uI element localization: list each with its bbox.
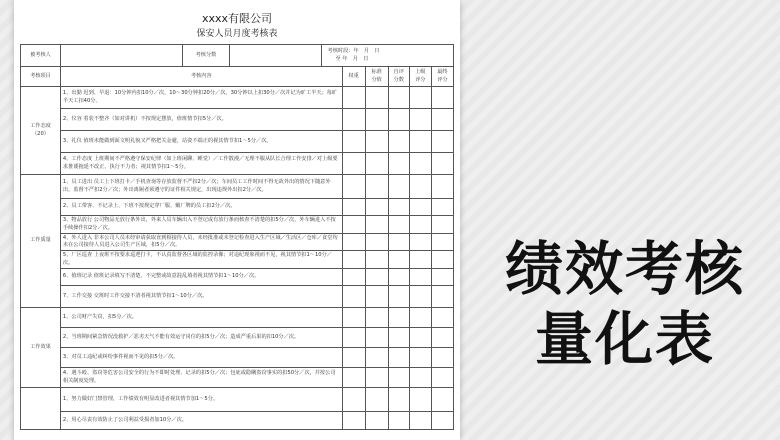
item-text: 2、当班期间紧急情况没救护／恶劣天气不能有效运守岗位的扣5分／次；造成严重后果的扣10分／次。: [60, 328, 342, 348]
superior-score-cell[interactable]: [409, 286, 431, 308]
standard-score-cell[interactable]: [365, 388, 388, 412]
table-row: [21, 348, 454, 368]
score-value[interactable]: [230, 45, 321, 67]
section-sub-text: （20）: [31, 130, 49, 137]
item-text: 3、礼仪 值班未能做到面文明礼貌又严格把关金避，站姿不端正的视其情节扣1～5分／次。: [60, 131, 342, 153]
table-row: [21, 234, 454, 251]
final-score-cell[interactable]: [431, 412, 453, 430]
section-label: [21, 87, 61, 175]
weight-cell[interactable]: [342, 368, 365, 388]
self-score-cell[interactable]: [388, 388, 409, 412]
table-row: [21, 216, 454, 234]
final-score-cell[interactable]: [431, 153, 453, 175]
self-score-cell[interactable]: [388, 234, 409, 251]
superior-score-cell[interactable]: [409, 269, 431, 286]
table-row: [21, 388, 454, 412]
superior-score-cell[interactable]: [409, 109, 431, 131]
table-row: [21, 286, 454, 308]
self-score-cell[interactable]: [388, 216, 409, 234]
section-label-text: 工作效果: [30, 343, 51, 350]
weight-cell[interactable]: [342, 388, 365, 412]
col-category: 考核项目: [21, 67, 61, 87]
item-text: 6、值班记录 值班记录填写不清楚、不完整或故意混乱填者视其情节扣1～10分／次。: [60, 269, 342, 286]
superior-score-cell[interactable]: [409, 328, 431, 348]
self-score-cell[interactable]: [388, 308, 409, 328]
section-label: [21, 388, 61, 430]
item-text: 1、出勤 迟到、早退：10分钟内扣10分／次，10～30分钟扣20分／次，30分钟以上扣30分／次并记为旷工半天；每旷半天工扣40分。: [60, 87, 342, 109]
item-text: 2、用心尽责有效防止了公司利益受损者加10分／次。: [60, 412, 342, 430]
superior-score-cell[interactable]: [409, 199, 431, 216]
standard-score-cell[interactable]: [365, 153, 388, 175]
final-score-cell[interactable]: [431, 234, 453, 251]
col-self-score: 自评 分数: [388, 67, 409, 87]
item-text: 3、对员工违纪或纠纷事件视而不见的扣5分／次。: [60, 348, 342, 368]
item-text: 5、厂区巡查 上夜班不按要求巡逻打卡，不认真监督各区域的监控录像；对违纪现象视而不见，视其情节扣1～10分／次。: [60, 251, 342, 269]
assessed-value[interactable]: [60, 45, 182, 67]
final-score-cell[interactable]: [431, 199, 453, 216]
final-score-cell[interactable]: [431, 368, 453, 388]
final-score-cell[interactable]: [431, 328, 453, 348]
standard-score-cell[interactable]: [365, 328, 388, 348]
self-score-cell[interactable]: [388, 153, 409, 175]
final-score-cell[interactable]: [431, 308, 453, 328]
weight-cell[interactable]: [342, 234, 365, 251]
column-header-row: [21, 67, 454, 87]
section-label: [21, 175, 61, 308]
standard-score-cell[interactable]: [365, 175, 388, 199]
superior-score-cell[interactable]: [409, 153, 431, 175]
final-score-cell[interactable]: [431, 348, 453, 368]
final-score-cell[interactable]: [431, 388, 453, 412]
weight-cell[interactable]: [342, 87, 365, 109]
weight-cell[interactable]: [342, 251, 365, 269]
item-text: 1、员工进出 员工上下班打卡／手机查询等存放监督不严扣2分／次；车间员工工作时间不得无故外出的情况下随意外出，监督不严扣2分／次；外出离厕者须遵守的证件相关规定，出现违规外出扣2分／次。: [60, 175, 342, 199]
weight-cell[interactable]: [342, 269, 365, 286]
section-label-text: 工作质量: [30, 237, 51, 244]
self-score-cell[interactable]: [388, 199, 409, 216]
self-score-cell[interactable]: [388, 131, 409, 153]
table-row: [21, 131, 454, 153]
superior-score-cell[interactable]: [409, 175, 431, 199]
weight-cell[interactable]: [342, 153, 365, 175]
table-row: [21, 109, 454, 131]
superior-score-cell[interactable]: [409, 308, 431, 328]
item-text: 7、工作交接 交班时工作交接不清者视其情节扣1～10分／次。: [60, 286, 342, 308]
superior-score-cell[interactable]: [409, 234, 431, 251]
score-label: 考核分数: [182, 45, 229, 67]
self-score-cell[interactable]: [388, 87, 409, 109]
standard-score-cell[interactable]: [365, 131, 388, 153]
standard-score-cell[interactable]: [365, 308, 388, 328]
self-score-cell[interactable]: [388, 269, 409, 286]
item-text: 1、努力做好门禁管理，工作绩效有明显改进者视其情节加1～5分。: [60, 388, 342, 412]
self-score-cell[interactable]: [388, 175, 409, 199]
item-text: 2、仪容 着装不整齐（如对讲机）不按规定摆放，值班情节扣5分／次。: [60, 109, 342, 131]
item-text: 1、公司财产失窃，扣5分／次。: [60, 308, 342, 328]
company-name: xxxx有限公司: [201, 12, 273, 25]
standard-score-cell[interactable]: [365, 234, 388, 251]
table-row: [21, 87, 454, 109]
table-row: [21, 153, 454, 175]
self-score-cell[interactable]: [388, 412, 409, 430]
weight-cell[interactable]: [342, 328, 365, 348]
weight-cell[interactable]: [342, 199, 365, 216]
superior-score-cell[interactable]: [409, 388, 431, 412]
period-to-prefix: 至: [335, 55, 341, 62]
standard-score-cell[interactable]: [365, 109, 388, 131]
form-title: 保安人员月度考核表: [196, 29, 278, 39]
weight-cell[interactable]: [342, 286, 365, 308]
final-score-cell[interactable]: [431, 216, 453, 234]
superior-score-cell[interactable]: [409, 87, 431, 109]
section-label: [21, 308, 61, 388]
weight-cell[interactable]: [342, 216, 365, 234]
final-score-cell[interactable]: [431, 87, 453, 109]
weight-cell[interactable]: [342, 109, 365, 131]
col-content: 考核内容: [60, 67, 342, 87]
weight-cell[interactable]: [342, 308, 365, 328]
col-superior-score: 上级 评分: [409, 67, 431, 87]
final-score-cell[interactable]: [431, 269, 453, 286]
document-page: [14, 0, 460, 440]
standard-score-cell[interactable]: [365, 251, 388, 269]
standard-score-cell[interactable]: [365, 286, 388, 308]
final-score-cell[interactable]: [431, 251, 453, 269]
period-label: 考核时段：: [327, 48, 354, 55]
self-score-cell[interactable]: [388, 109, 409, 131]
item-text: 4、遇斗殴、盗窃等危害公司安全的行为不即时处理、记录的扣5分／次；包庇或隐瞒盗窃事实的扣50分／次，并按公司相关制度处理。: [60, 368, 342, 388]
col-weight: 权重: [342, 67, 365, 87]
standard-score-cell[interactable]: [365, 87, 388, 109]
final-score-cell[interactable]: [431, 131, 453, 153]
final-score-cell[interactable]: [431, 109, 453, 131]
standard-score-cell[interactable]: [365, 199, 388, 216]
final-score-cell[interactable]: [431, 286, 453, 308]
standard-score-cell[interactable]: [365, 412, 388, 430]
item-text: 4、工作态度 上班期间不严格遵守保安纪律（如上班闲聊、睡觉）／工作散漫／无理不服从队长合理工作安排／对上级要求推诿拖延不改正、执行不力者；视其情节扣1～5分。: [60, 153, 342, 175]
table-row: [21, 269, 454, 286]
headline-line-2: 量化表: [534, 305, 715, 373]
table-row: [21, 328, 454, 348]
item-text: 2、员工带客、不记录上、下班不按规定穿厂服、戴厂牌的员工扣2分／次。: [60, 199, 342, 216]
period-to: 年 月 日: [342, 55, 369, 62]
final-score-cell[interactable]: [431, 175, 453, 199]
weight-cell[interactable]: [342, 131, 365, 153]
table-row: [21, 175, 454, 199]
standard-score-cell[interactable]: [365, 348, 388, 368]
section-label-text: 工作态度: [30, 123, 51, 130]
assessed-label: 被考核人: [21, 45, 61, 67]
standard-score-cell[interactable]: [365, 216, 388, 234]
table-row: [21, 308, 454, 328]
header-row: [21, 45, 454, 67]
weight-cell[interactable]: [342, 412, 365, 430]
weight-cell[interactable]: [342, 175, 365, 199]
assessment-table: [20, 44, 454, 430]
headline-line-1: 绩效考核: [504, 235, 745, 303]
superior-score-cell[interactable]: [409, 131, 431, 153]
superior-score-cell[interactable]: [409, 216, 431, 234]
col-final-score: 最终 评分: [431, 67, 453, 87]
weight-cell[interactable]: [342, 348, 365, 368]
self-score-cell[interactable]: [388, 251, 409, 269]
self-score-cell[interactable]: [388, 348, 409, 368]
self-score-cell[interactable]: [388, 368, 409, 388]
superior-score-cell[interactable]: [409, 348, 431, 368]
superior-score-cell[interactable]: [409, 368, 431, 388]
self-score-cell[interactable]: [388, 328, 409, 348]
superior-score-cell[interactable]: [409, 251, 431, 269]
table-row: [21, 199, 454, 216]
item-text: 3、物品放行 公司物品无放行条外出，外来人员车辆出入不登记或有放行条而核查不清楚的扣5分／次，外车辆进入不按手续操作扣2分／次。: [60, 216, 342, 234]
col-standard-score: 标准 分值: [365, 67, 388, 87]
standard-score-cell[interactable]: [365, 269, 388, 286]
item-text: 4、外人进入 非本公司人员未经审请获取直到相接待人员，未经批准或未登记检查进入生产区域／生活区／仓库／食堂均未在公司接待人员进入公司生产区域，扣5分／次。: [60, 234, 342, 251]
standard-score-cell[interactable]: [365, 368, 388, 388]
self-score-cell[interactable]: [388, 286, 409, 308]
table-row: [21, 368, 454, 388]
period-from: 年 月 日: [353, 48, 380, 55]
table-row: [21, 412, 454, 430]
superior-score-cell[interactable]: [409, 412, 431, 430]
period-cell: [321, 45, 454, 67]
table-row: [21, 251, 454, 269]
